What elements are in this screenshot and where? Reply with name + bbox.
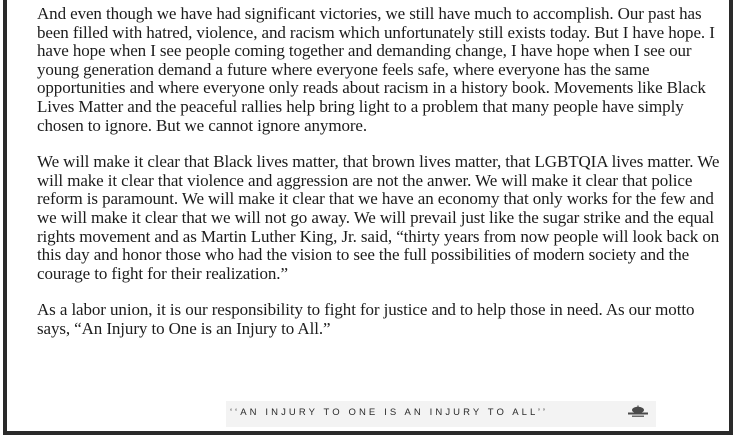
footer-motto: ‘‘AN INJURY TO ONE IS AN INJURY TO ALL’’ bbox=[230, 407, 549, 418]
letter-body bbox=[37, 5, 727, 357]
paragraph-make-it-clear: We will make it clear that Black lives matter, that brown lives matter, that LGBTQIA lives matter. We will make it clear that violence and aggression are not the anwer. We will make it clear that police reform is paramount. We will make it clear that we have an economy that only works for the few and we will make it clear that we will not go away. We will prevail just like the sugar strike and the equal rights movement and as Martin Luther King, Jr. said, “thirty years from now people will look back on this day and honor those who had the vision to see the full possibilities of modern society and the courage to fight for their realization.” bbox=[37, 152, 720, 283]
union-logo-icon bbox=[626, 405, 650, 419]
paragraph-labor-union: As a labor union, it is our responsibility to fight for justice and to help those in need. As our motto says, “An Injury to One is an Injury to All.” bbox=[37, 300, 695, 338]
paragraph-hope: And even though we have had significant victories, we still have much to accomplish. Our past has been filled with hatred, violence, and racism which unfortunately still exists today. But I have hope. I have hope when I see people coming together and demanding change, I have hope when I see our young generation demand a future where everyone feels safe, where everyone has the same opportunities and where everyone only reads about racism in a history book. Movements like Black Lives Matter and the peaceful rallies help bring light to a problem that many people have simply chosen to ignore. But we cannot ignore anymore. bbox=[37, 4, 715, 135]
